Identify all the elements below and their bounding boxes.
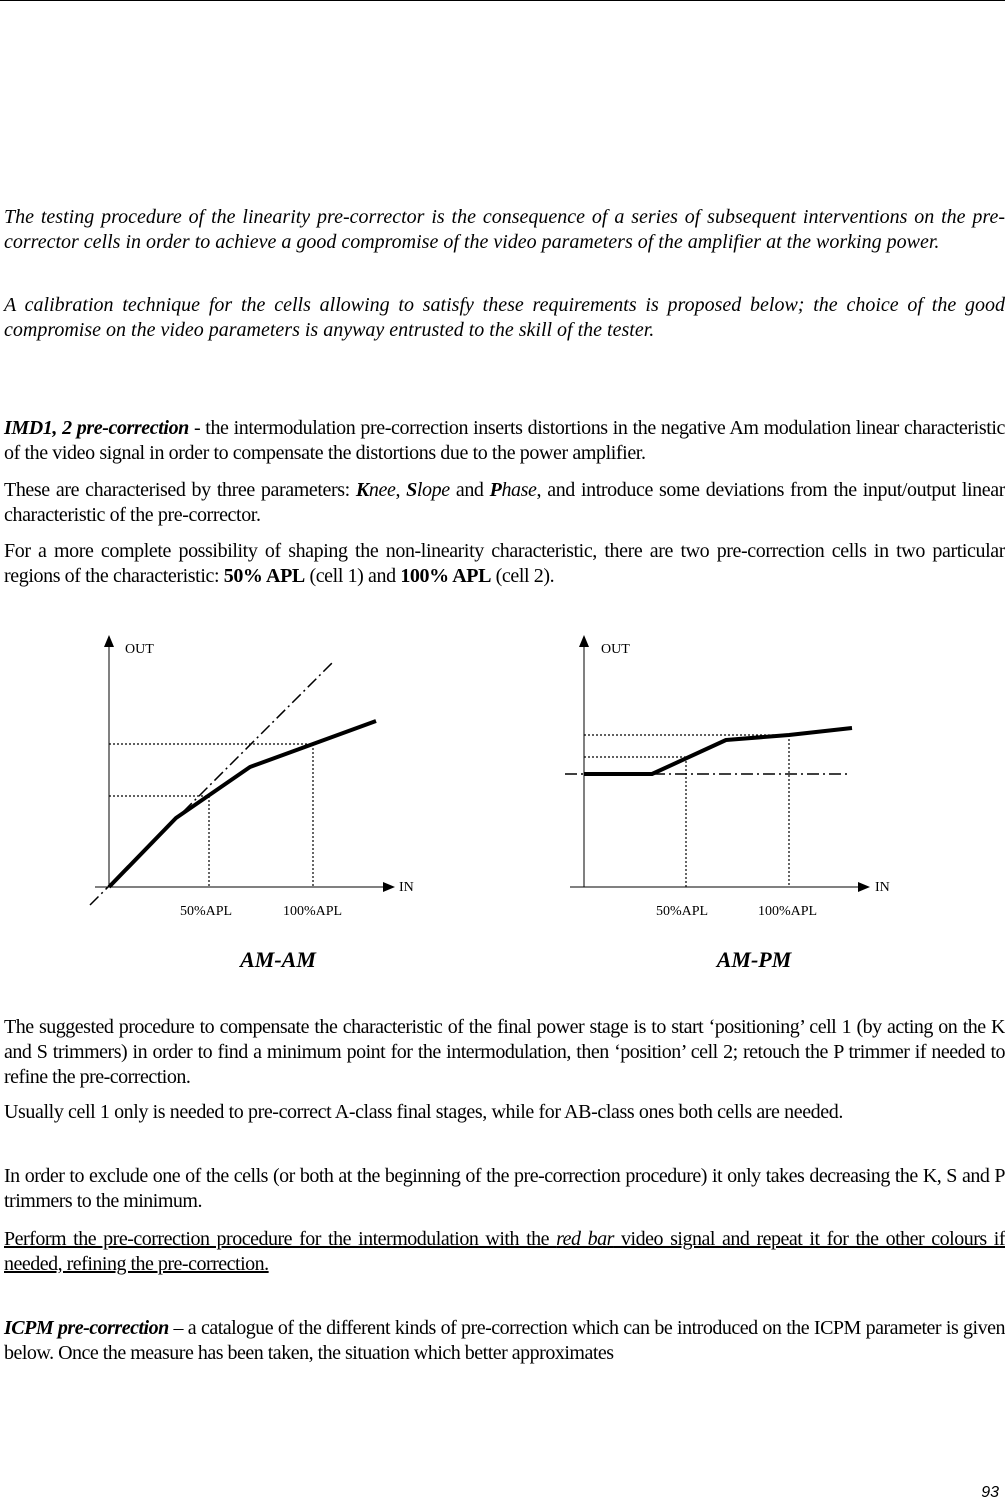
am-pm-tick-50: 50%APL <box>656 904 709 919</box>
am-am-chart <box>90 635 414 970</box>
imd-paragraph-2: These are characterised by three parameters: Knee, Slope and Phase, and introduce some deviations from the input/output linear characteristic of the pre-corrector. <box>4 479 1005 526</box>
am-pm-x-arrow-icon <box>858 882 870 892</box>
imd-paragraph-3: For a more complete possibility of shaping the non-linearity characteristic, there are two pre-correction cells in two particular regions of the characteristic: 50% APL (cell 1) and 100% APL (cell 2). <box>4 540 1005 587</box>
icpm-paragraph: ICPM pre-correction – a catalogue of the different kinds of pre-correction which can be introduced on the ICPM parameter is given below. Once the measure has been taken, the situation which better approximates <box>4 1317 1005 1364</box>
am-am-caption: AM-AM <box>240 947 316 970</box>
am-am-y-arrow-icon <box>104 635 114 647</box>
am-pm-caption: AM-PM <box>716 947 792 970</box>
am-am-out-label: OUT <box>125 642 154 657</box>
imd-paragraph-1: IMD1, 2 pre-correction - the intermodulation pre-correction inserts distortions in the negative Am modulation linear characteristic of the video signal in order to compensate the distortions due to the power amplifier. <box>4 417 1005 464</box>
am-am-tick-100: 100%APL <box>283 904 343 919</box>
intro-paragraph-1: The testing procedure of the linearity pre-corrector is the consequence of a series of subsequent interventions on the pre-corrector cells in order to achieve a good compromise of the video parameters of the amplifier at the working power. <box>4 206 1005 253</box>
am-am-curve <box>109 721 376 887</box>
am-am-x-arrow-icon <box>383 882 395 892</box>
figure-panel <box>0 625 1005 970</box>
am-pm-y-arrow-icon <box>579 635 589 647</box>
procedure-paragraph-1: The suggested procedure to compensate the characteristic of the final power stage is to start ‘positioning’ cell 1 (by acting on the K and S trimmers) in order to find a minimum point for the intermodulation, then ‘position’ cell 2; retouch the P trimmer if needed to refine the pre-correction. <box>4 1016 1005 1088</box>
intro-paragraph-2: A calibration technique for the cells allowing to satisfy these requirements is proposed below; the choice of the good compromise on the video parameters is anyway entrusted to the skill of the tester. <box>4 294 1005 341</box>
am-pm-out-label: OUT <box>601 642 630 657</box>
page-number: 93 <box>981 1484 999 1501</box>
am-am-in-label: IN <box>399 880 414 895</box>
am-pm-tick-100: 100%APL <box>758 904 818 919</box>
imd-heading: IMD1, 2 pre-correction <box>4 417 189 439</box>
am-pm-in-label: IN <box>875 880 890 895</box>
am-am-tick-50: 50%APL <box>180 904 233 919</box>
procedure-paragraph-4: Perform the pre-correction procedure for the intermodulation with the red bar video signal and repeat it for the other colours if needed, refining the pre-correction. <box>4 1228 1005 1275</box>
icpm-heading: ICPM pre-correction <box>4 1317 169 1339</box>
procedure-paragraph-3: In order to exclude one of the cells (or both at the beginning of the pre-correction procedure) it only takes decreasing the K, S and P trimmers to the minimum. <box>4 1165 1005 1212</box>
am-pm-chart <box>565 635 890 970</box>
top-rule <box>0 0 1005 1</box>
procedure-paragraph-2: Usually cell 1 only is needed to pre-correct A-class final stages, while for AB-class ones both cells are needed. <box>4 1101 843 1123</box>
figure-svg <box>0 625 1005 970</box>
